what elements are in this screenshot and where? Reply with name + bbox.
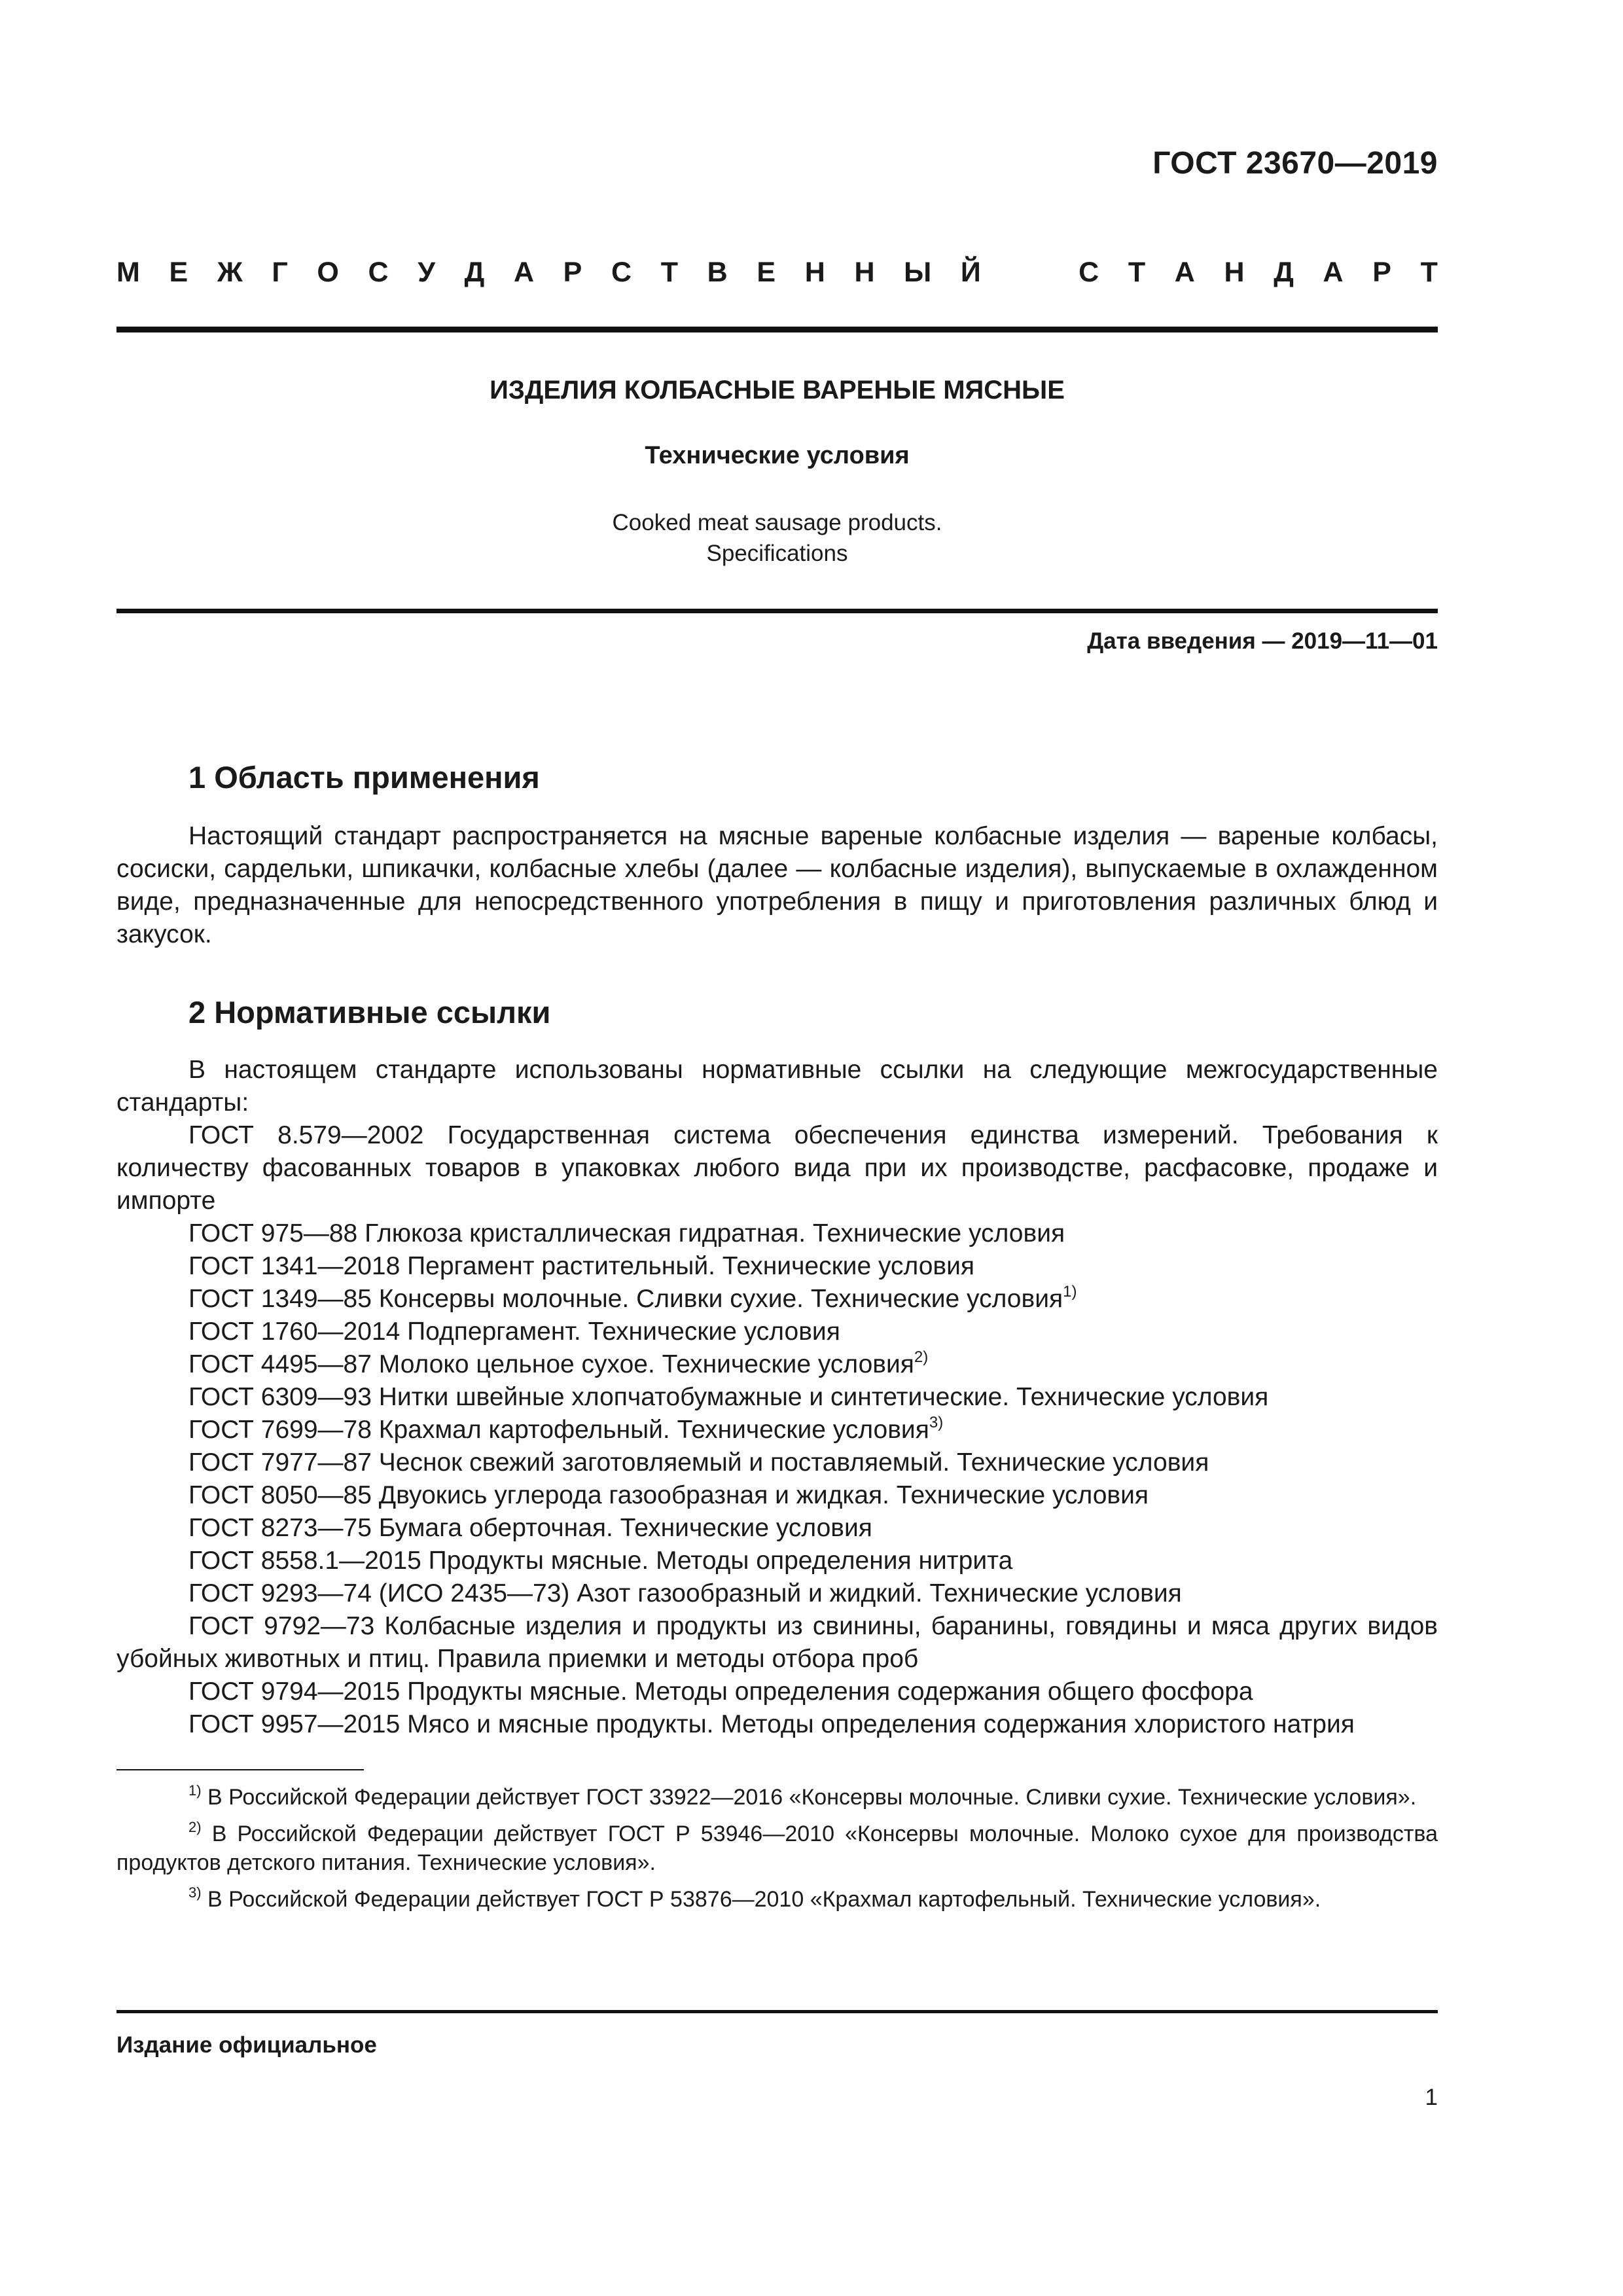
reference-item	[116, 1479, 1438, 1512]
reference-item	[116, 1446, 1438, 1479]
english-title-line-2: Specifications	[706, 541, 848, 566]
footnote-text: В Российской Федерации действует ГОСТ 33922—2016 «Консервы молочные. Сливки сухие. Технические условия».	[207, 1785, 1417, 1810]
reference-text: ГОСТ 8273—75 Бумага оберточная. Технические условия	[188, 1514, 872, 1542]
english-title-line-1: Cooked meat sausage products.	[612, 510, 942, 535]
section-1-heading: 1 Область применения	[188, 760, 540, 795]
heading-letter: Н	[854, 257, 875, 288]
heading-letter: Е	[757, 257, 776, 288]
heading-letter: С	[1079, 257, 1099, 288]
heading-letter: В	[707, 257, 728, 288]
section-2-intro: В настоящем стандарте использованы нормативные ссылки на следующие межгосударственные стандарты:	[116, 1056, 1438, 1117]
reference-text: ГОСТ 9792—73 Колбасные изделия и продукты из свинины, баранины, говядины и мяса других видов убойных животных и птиц. Правила приемки и методы отбора проб	[116, 1612, 1438, 1673]
reference-item	[116, 1316, 1438, 1348]
heading-letter: Ы	[904, 257, 932, 288]
document-page	[116, 0, 1438, 2296]
footnote-item	[116, 1820, 1438, 1877]
reference-item	[116, 1119, 1438, 1217]
reference-text: ГОСТ 1760—2014 Подпергамент. Технические условия	[188, 1318, 840, 1346]
heading-letter: С	[611, 257, 632, 288]
reference-text: ГОСТ 8.579—2002 Государственная система обеспечения единства измерений. Требования к количеству фасованных товаров в упаковках любого вида при их производстве, расфасовке, продаже и импорте	[116, 1121, 1438, 1215]
heading-letter: О	[317, 257, 339, 288]
section-2-heading: 2 Нормативные ссылки	[188, 995, 551, 1030]
reference-item	[116, 1610, 1438, 1676]
heading-letter: М	[116, 257, 140, 288]
reference-item	[116, 1676, 1438, 1708]
reference-text: ГОСТ 1341—2018 Пергамент растительный. Технические условия	[188, 1252, 975, 1280]
reference-text: ГОСТ 7699—78 Крахмал картофельный. Технические условия	[188, 1416, 929, 1444]
heading-letter: У	[418, 257, 435, 288]
reference-item	[116, 1348, 1438, 1381]
heading-letter: Н	[1224, 257, 1245, 288]
heading-letter: Т	[1128, 257, 1146, 288]
standard-type-heading	[116, 257, 1438, 289]
heading-letter: С	[368, 257, 389, 288]
footnote-mark: 3)	[188, 1884, 202, 1901]
heading-letter: Т	[660, 257, 678, 288]
footnote-mark: 2)	[188, 1819, 202, 1835]
footnote-marker: 1)	[1063, 1283, 1077, 1300]
document-subtitle: Технические условия	[645, 442, 910, 469]
heading-letter: Ж	[217, 257, 243, 288]
footnote-separator	[116, 1769, 364, 1770]
reference-text: ГОСТ 4495—87 Молоко цельное сухое. Технические условия	[188, 1350, 914, 1378]
heading-letter: А	[1174, 257, 1195, 288]
heading-letter: Д	[464, 257, 485, 288]
reference-item	[116, 1708, 1438, 1741]
heading-letter: А	[513, 257, 534, 288]
footnote-text: В Российской Федерации действует ГОСТ Р 53876—2010 «Крахмал картофельный. Технические условия».	[207, 1887, 1321, 1912]
heading-letter: Й	[960, 257, 981, 288]
footnote-item	[116, 1783, 1438, 1812]
title-rule	[116, 609, 1438, 613]
reference-text: ГОСТ 9794—2015 Продукты мясные. Методы определения содержания общего фосфора	[188, 1677, 1253, 1706]
heading-letter: А	[1323, 257, 1344, 288]
reference-item	[116, 1545, 1438, 1577]
heading-letter: Н	[804, 257, 825, 288]
reference-text: ГОСТ 1349—85 Консервы молочные. Сливки сухие. Технические условия	[188, 1285, 1063, 1313]
footnotes	[116, 1783, 1438, 1922]
footnote-mark: 1)	[188, 1782, 202, 1799]
heading-letter: Т	[1420, 257, 1438, 288]
reference-item	[116, 1217, 1438, 1250]
reference-item	[116, 1381, 1438, 1414]
gost-code: ГОСТ 23670—2019	[1152, 146, 1438, 181]
header-rule	[116, 327, 1438, 332]
heading-letter: Р	[563, 257, 582, 288]
reference-item	[116, 1250, 1438, 1283]
word-gap	[1010, 257, 1049, 289]
footnote-item	[116, 1885, 1438, 1914]
references-list	[116, 1119, 1438, 1741]
reference-text: ГОСТ 6309—93 Нитки швейные хлопчатобумажные и синтетические. Технические условия	[188, 1383, 1269, 1411]
footnote-text: В Российской Федерации действует ГОСТ Р 53946—2010 «Консервы молочные. Молоко сухое для производства продуктов детского питания. Технические условия».	[116, 1821, 1438, 1875]
page-number: 1	[1425, 2085, 1438, 2110]
reference-item	[116, 1577, 1438, 1610]
reference-text: ГОСТ 8558.1—2015 Продукты мясные. Методы определения нитрита	[188, 1547, 1013, 1575]
section-1-text: Настоящий стандарт распространяется на мясные вареные колбасные изделия — вареные колбасы, сосиски, сардельки, шпикачки, колбасные хлебы (далее — колбасные изделия), выпускаемые в охлажденном виде, предназначенные для непосредственного употребления в пищу и приготовления различных блюд и закусок.	[116, 822, 1438, 948]
heading-letter: Р	[1372, 257, 1391, 288]
document-title: ИЗДЕЛИЯ КОЛБАСНЫЕ ВАРЕНЫЕ МЯСНЫЕ	[490, 376, 1065, 404]
reference-text: ГОСТ 975—88 Глюкоза кристаллическая гидратная. Технические условия	[188, 1219, 1065, 1247]
footnote-marker: 3)	[929, 1414, 944, 1431]
english-title	[116, 507, 1438, 569]
reference-text: ГОСТ 8050—85 Двуокись углерода газообразная и жидкая. Технические условия	[188, 1481, 1149, 1509]
footnote-marker: 2)	[914, 1348, 929, 1366]
reference-text: ГОСТ 9957—2015 Мясо и мясные продукты. Методы определения содержания хлористого натрия	[188, 1710, 1355, 1738]
edition-label: Издание официальное	[116, 2032, 377, 2058]
reference-item	[116, 1283, 1438, 1316]
reference-item	[116, 1414, 1438, 1446]
reference-text: ГОСТ 9293—74 (ИСО 2435—73) Азот газообразный и жидкий. Технические условия	[188, 1579, 1182, 1607]
reference-item	[116, 1512, 1438, 1545]
reference-text: ГОСТ 7977—87 Чеснок свежий заготовляемый и поставляемый. Технические условия	[188, 1448, 1209, 1477]
heading-letter: Г	[272, 257, 288, 288]
footer-rule	[116, 2010, 1438, 2013]
introduction-date: Дата введения — 2019—11—01	[1087, 628, 1438, 654]
heading-letter: Е	[169, 257, 188, 288]
heading-letter: Д	[1274, 257, 1294, 288]
